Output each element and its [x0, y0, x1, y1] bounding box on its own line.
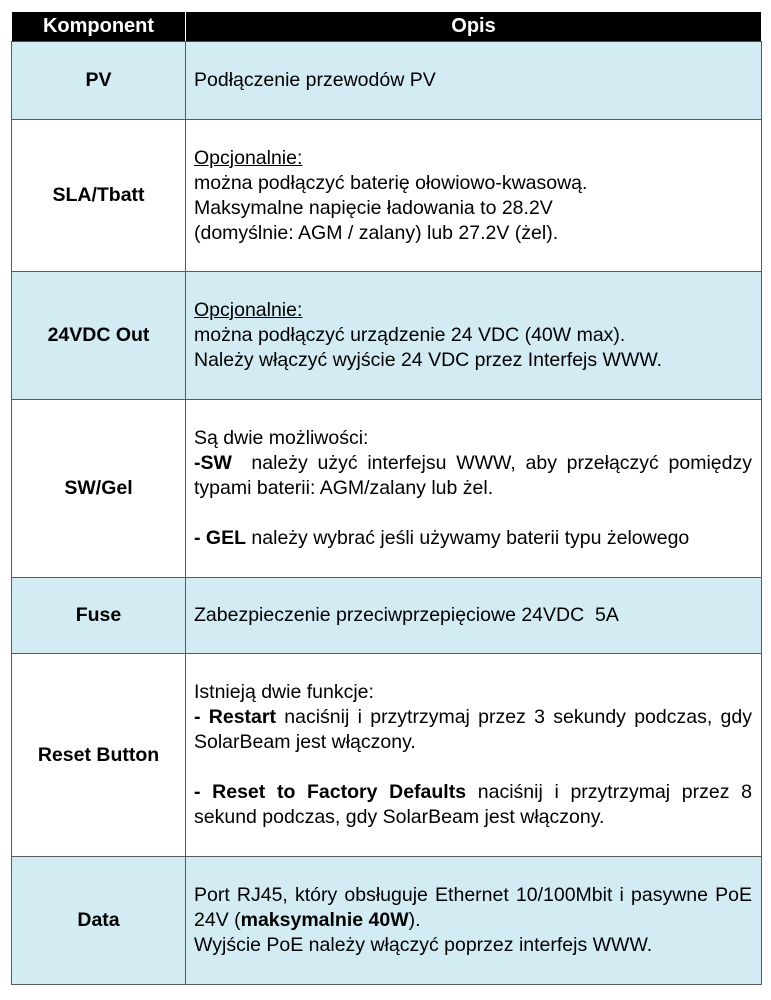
function-restart-text: naciśnij i przytrzymaj przez 3 sekundy podczas, gdy SolarBeam jest włączony. [194, 706, 752, 753]
function-factory-reset [194, 780, 752, 830]
option-gel [194, 526, 752, 551]
component-table [11, 11, 762, 985]
option-sw [194, 451, 758, 501]
table-row-reset-button [12, 654, 762, 857]
component-name: SW/Gel [12, 400, 186, 578]
component-name: PV [12, 42, 186, 120]
header-component: Komponent [12, 12, 186, 42]
description-line: (domyślnie: AGM / zalany) lub 27.2V (żel). [194, 221, 559, 244]
table-row-24vdc-out [12, 272, 762, 400]
component-description [186, 42, 762, 120]
header-description: Opis [186, 12, 762, 42]
table-row-fuse [12, 578, 762, 654]
component-description [186, 578, 762, 654]
component-description [186, 400, 762, 578]
table-header-row [12, 12, 762, 42]
function-restart [194, 705, 752, 755]
description-line: Wyjście PoE należy włączyć poprzez interfejs WWW. [194, 934, 653, 956]
function-factory-reset-label: - Reset to Factory Defaults [194, 781, 467, 803]
component-description [186, 857, 762, 985]
description-intro: Są dwie możliwości: [194, 427, 369, 449]
description-line: można podłączyć baterię ołowiowo-kwasową. [194, 171, 588, 194]
function-factory-reset-text: naciśnij i przytrzymaj przez 8 sekund podczas, gdy SolarBeam jest włączony. [194, 781, 752, 828]
function-restart-label: - Restart [194, 706, 276, 728]
component-description [186, 272, 762, 400]
data-text-after: ). [408, 909, 421, 931]
optional-label: Opcjonalnie: [194, 299, 303, 321]
table-row-pv [12, 42, 762, 120]
data-text-bold: maksymalnie 40W [240, 909, 409, 931]
component-name: Data [12, 857, 186, 985]
component-description [186, 654, 762, 857]
data-port-description [194, 883, 752, 933]
data-text-before: Port RJ45, który obsługuje Ethernet 10/100Mbit i pasywne PoE 24V ( [194, 884, 752, 931]
optional-label: Opcjonalnie: [194, 146, 303, 169]
description-line: Maksymalne napięcie ładowania to 28.2V [194, 196, 553, 219]
option-sw-label: -SW [194, 452, 232, 474]
option-gel-text: należy wybrać jeśli używamy baterii typu żelowego [246, 527, 690, 549]
component-name: SLA/Tbatt [12, 120, 186, 272]
option-sw-text: należy użyć interfejsu WWW, aby przełączyć pomiędzy typami baterii: AGM/zalany lub żel. [194, 452, 758, 499]
description-line: można podłączyć urządzenie 24 VDC (40W max). [194, 324, 626, 346]
component-name: 24VDC Out [12, 272, 186, 400]
table-row-sw-gel [12, 400, 762, 578]
description-intro: Istnieją dwie funkcje: [194, 681, 374, 703]
component-name: Reset Button [12, 654, 186, 857]
component-description-sheet [11, 11, 761, 985]
component-description [186, 120, 762, 272]
table-row-sla-tbatt [12, 120, 762, 272]
description-line: Należy włączyć wyjście 24 VDC przez Interfejs WWW. [194, 349, 663, 371]
component-name: Fuse [12, 578, 186, 654]
description-line: Podłączenie przewodów PV [194, 69, 436, 91]
table-row-data [12, 857, 762, 985]
description-line: Zabezpieczenie przeciwprzepięciowe 24VDC 5A [194, 604, 619, 626]
option-gel-label: - GEL [194, 527, 246, 549]
